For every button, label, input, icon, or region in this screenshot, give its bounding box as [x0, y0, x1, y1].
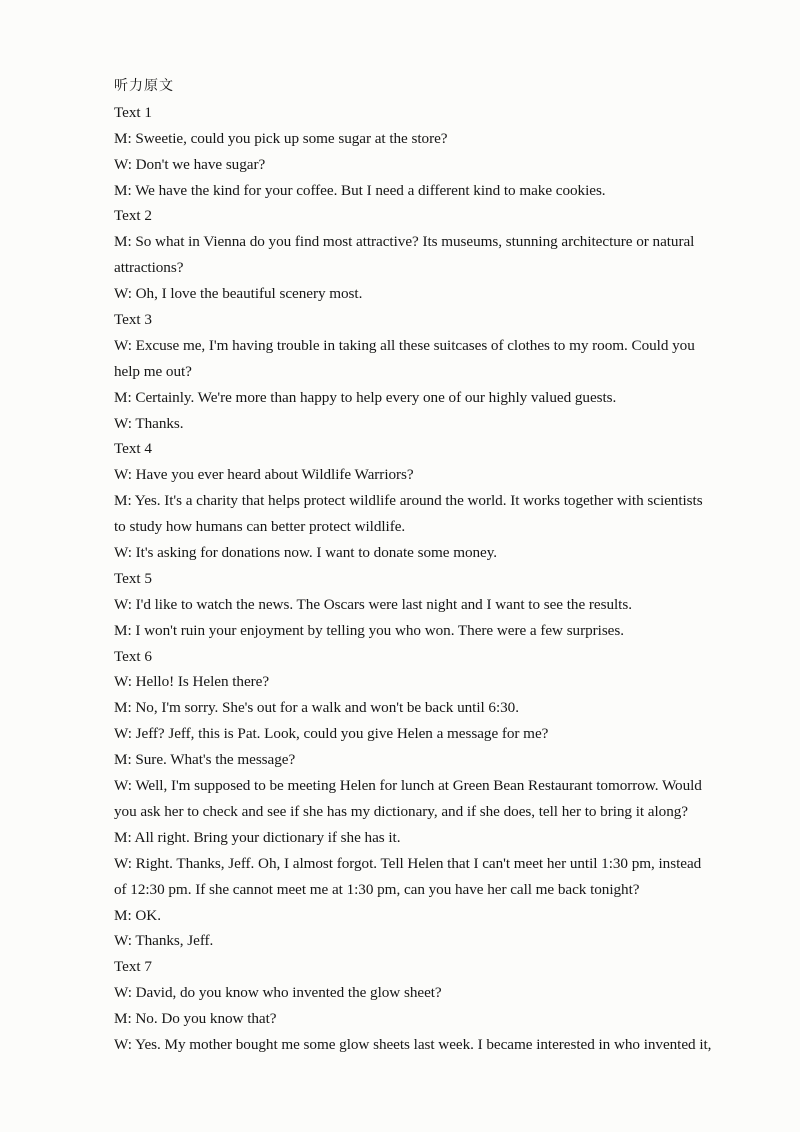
- dialogue-line: W: Thanks, Jeff.: [114, 932, 214, 950]
- document-heading: 听力原文: [114, 78, 174, 94]
- section-heading-text-5: Text 5: [114, 569, 152, 587]
- dialogue-line: M: We have the kind for your coffee. But I need a different kind to make cookies.: [114, 181, 606, 199]
- dialogue-line: W: Thanks.: [114, 414, 184, 432]
- dialogue-line: W: Well, I'm supposed to be meeting Helen for lunch at Green Bean Restaurant tomorrow. Would: [114, 777, 702, 795]
- dialogue-line: M: I won't ruin your enjoyment by telling you who won. There were a few surprises.: [114, 621, 624, 639]
- dialogue-line: M: Sweetie, could you pick up some sugar at the store?: [114, 129, 448, 147]
- dialogue-line: to study how humans can better protect wildlife.: [114, 518, 406, 536]
- dialogue-line: M: Yes. It's a charity that helps protect wildlife around the world. It works together with scientists: [114, 492, 703, 510]
- section-heading-text-6: Text 6: [114, 647, 152, 665]
- dialogue-line: W: Yes. My mother bought me some glow sheets last week. I became interested in who invented it,: [114, 1035, 712, 1053]
- dialogue-line: M: No. Do you know that?: [114, 1010, 277, 1028]
- section-heading-text-4: Text 4: [114, 440, 152, 458]
- dialogue-line: W: Oh, I love the beautiful scenery most.: [114, 285, 363, 303]
- section-heading-text-3: Text 3: [114, 311, 152, 329]
- dialogue-line: you ask her to check and see if she has my dictionary, and if she does, tell her to bring it along?: [114, 802, 688, 820]
- section-heading-text-7: Text 7: [114, 958, 152, 976]
- dialogue-line: M: Sure. What's the message?: [114, 751, 296, 769]
- dialogue-line: W: Don't we have sugar?: [114, 155, 266, 173]
- dialogue-line: help me out?: [114, 362, 192, 380]
- dialogue-line: W: It's asking for donations now. I want to donate some money.: [114, 544, 498, 562]
- dialogue-line: W: Jeff? Jeff, this is Pat. Look, could you give Helen a message for me?: [114, 725, 549, 743]
- dialogue-line: of 12:30 pm. If she cannot meet me at 1:30 pm, can you have her call me back tonight?: [114, 880, 640, 898]
- section-heading-text-2: Text 2: [114, 207, 152, 225]
- dialogue-line: attractions?: [114, 259, 184, 277]
- dialogue-line: M: No, I'm sorry. She's out for a walk and won't be back until 6:30.: [114, 699, 519, 717]
- dialogue-line: M: All right. Bring your dictionary if she has it.: [114, 828, 401, 846]
- section-heading-text-1: Text 1: [114, 103, 152, 121]
- dialogue-line: W: Have you ever heard about Wildlife Warriors?: [114, 466, 414, 484]
- dialogue-line: M: Certainly. We're more than happy to help every one of our highly valued guests.: [114, 388, 617, 406]
- transcript-text: [114, 74, 739, 1058]
- dialogue-line: W: Excuse me, I'm having trouble in taking all these suitcases of clothes to my room. Could you: [114, 336, 695, 354]
- dialogue-line: M: OK.: [114, 906, 161, 924]
- dialogue-line: M: So what in Vienna do you find most attractive? Its museums, stunning architecture or natural: [114, 233, 695, 251]
- dialogue-line: W: I'd like to watch the news. The Oscars were last night and I want to see the results.: [114, 595, 632, 613]
- dialogue-line: W: Hello! Is Helen there?: [114, 673, 270, 691]
- dialogue-line: W: Right. Thanks, Jeff. Oh, I almost forgot. Tell Helen that I can't meet her until 1:30 pm, instead: [114, 854, 702, 872]
- dialogue-line: W: David, do you know who invented the glow sheet?: [114, 984, 442, 1002]
